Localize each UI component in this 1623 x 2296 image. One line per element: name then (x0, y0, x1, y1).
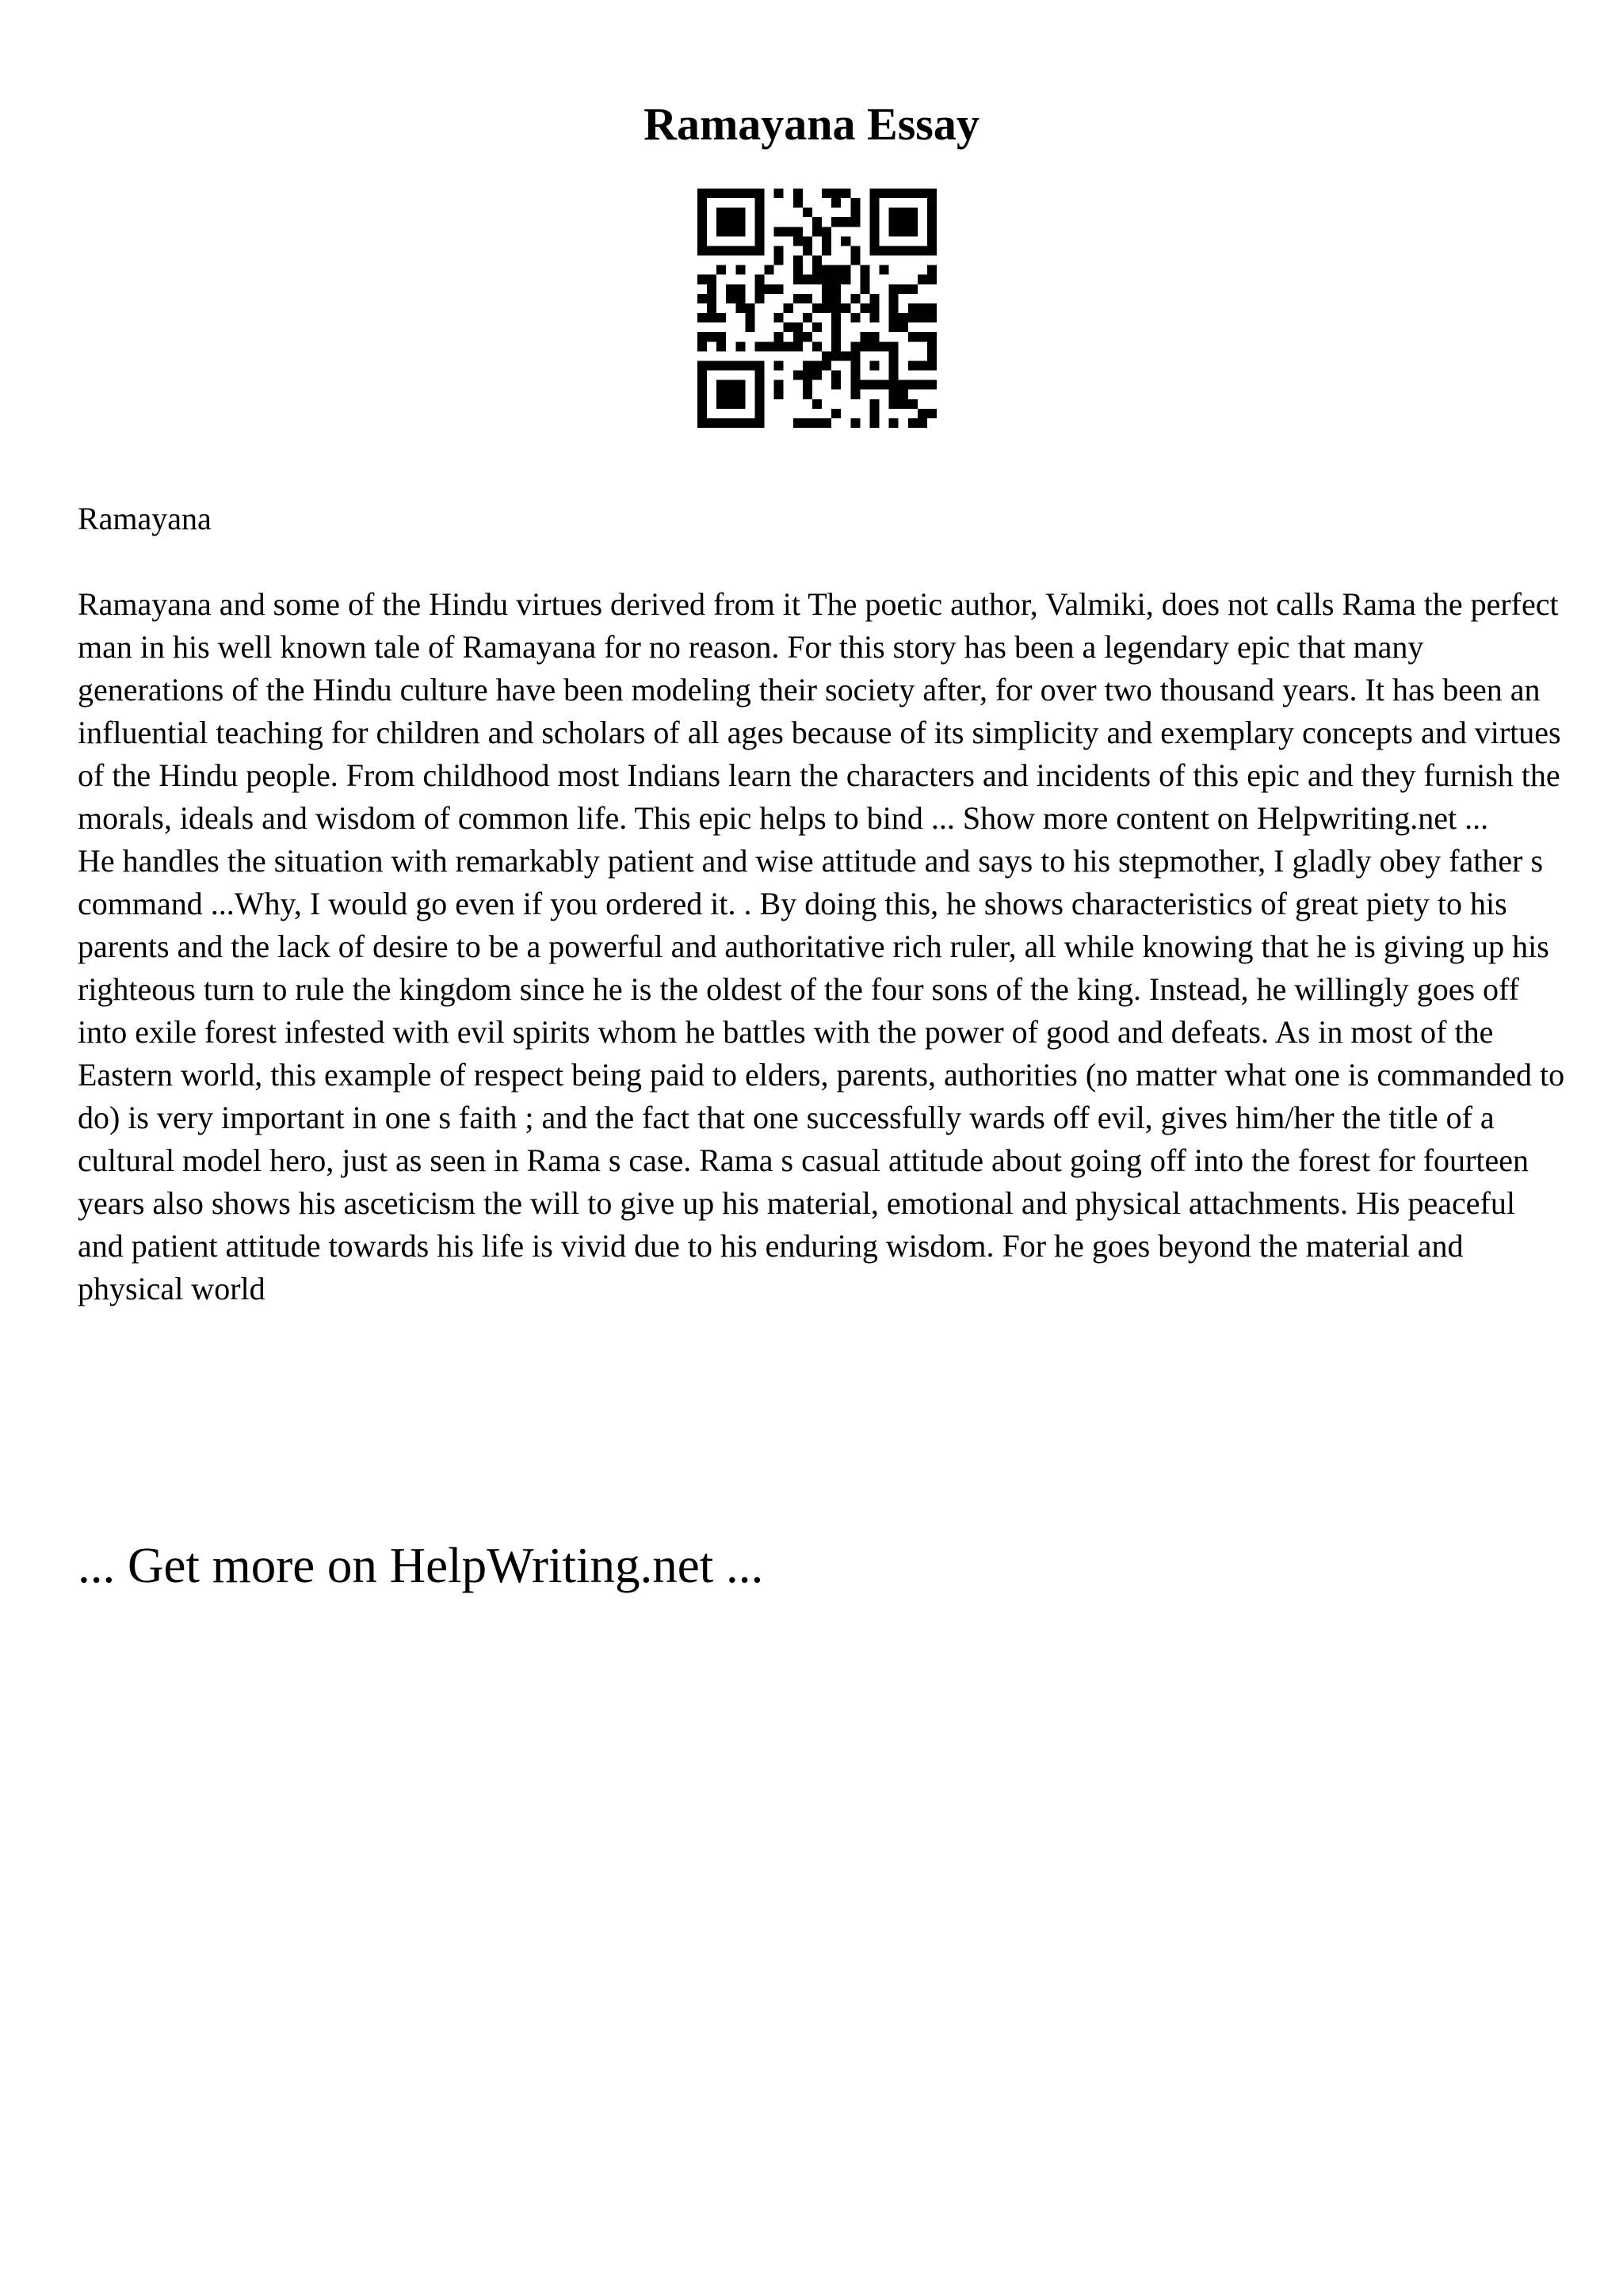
document-title: Ramayana Essay (643, 98, 980, 150)
essay-body (78, 498, 1568, 1310)
paragraph-intro: Ramayana and some of the Hindu virtues derived from it The poetic author, Valmiki, does not calls Rama the perfect man in his well known tale of Ramayana for no reason. For this story has been a legendary epic that many generations of the Hindu culture have been modeling their society after, for over two thousand years. It has been an influential teaching for children and scholars of all ages because of its simplicity and exemplary concepts and virtues of the Hindu people. From childhood most Indians learn the characters and incidents of this epic and they furnish the morals, ideals and wisdom of common life. This epic helps to bind ... Show more content on Helpwriting.net ... (78, 586, 1561, 836)
paragraph-main: He handles the situation with remarkably patient and wise attitude and says to his stepmother, I gladly obey father s command ...Why, I would go even if you ordered it. . By doing this, he shows characteristics of great piety to his parents and the lack of desire to be a powerful and authoritative rich ruler, all while knowing that he is giving up his righteous turn to rule the kingdom since he is the oldest of the four sons of the king. Instead, he willingly goes off into exile forest infested with evil spirits whom he battles with the power of good and defeats. As in most of the Eastern world, this example of respect being paid to elders, parents, authorities (no matter what one is commanded to do) is very important in one s faith ; and the fact that one successfully wards off evil, gives him/her the title of a cultural model hero, just as seen in Rama s case. Rama s casual attitude about going off into the forest for fourteen years also shows his asceticism the will to give up his material, emotional and physical attachments. His peaceful and patient attitude towards his life is vivid due to his enduring wisdom. For he goes beyond the material and physical world (78, 843, 1565, 1306)
get-more-link[interactable]: ... Get more on HelpWriting.net ... (78, 1538, 764, 1593)
qr-code-icon (697, 189, 937, 428)
section-heading: Ramayana (78, 501, 212, 536)
